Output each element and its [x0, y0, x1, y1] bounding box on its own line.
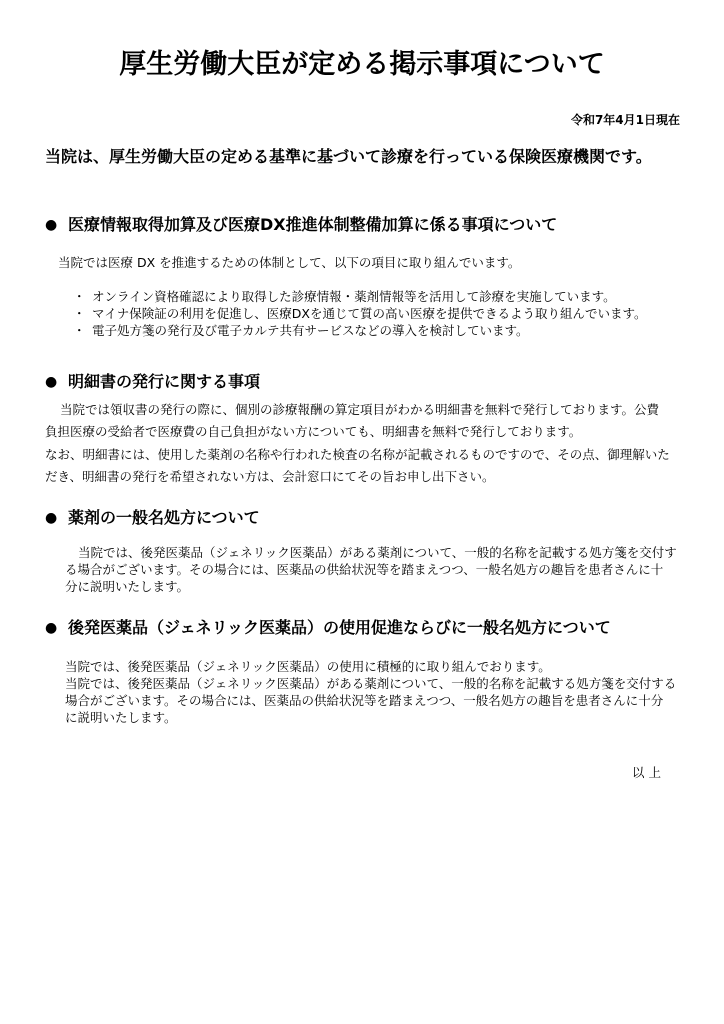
list-item	[73, 289, 616, 305]
section-heading-text: 医療情報取得加算及び医療DX推進体制整備加算に係る事項について	[68, 215, 558, 234]
list-item	[73, 323, 529, 339]
section-heading	[45, 215, 557, 235]
section-heading-text: 薬剤の一般名処方について	[68, 508, 260, 527]
list-item-text: マイナ保険証の利用を促進し、医療DXを通じて質の高い医療を提供できるよう取り組んでいます。	[92, 306, 647, 321]
section-heading-text: 明細書の発行に関する事項	[68, 372, 261, 391]
paragraph-line: 当院では領収書の発行の際に、個別の診療報酬の算定項目がわかる明細書を無料で発行しております。公費	[60, 402, 660, 417]
paragraph-line: に説明いたします。	[65, 710, 177, 725]
section-heading	[45, 372, 260, 392]
section-heading	[45, 618, 611, 638]
paragraph-line: 当院では、後発医薬品（ジェネリック医薬品）の使用に積極的に取り組んでおります。	[65, 659, 551, 674]
paragraph-line: 当院では、後発医薬品（ジェネリック医薬品）がある薬剤について、一般的名称を記載する処方箋を交付する	[65, 676, 677, 691]
paragraph-line: 当院では医療 DX を推進するための体制として、以下の項目に取り組んでいます。	[58, 255, 521, 270]
paragraph-line: 分に説明いたします。	[65, 579, 190, 594]
bullet-icon: ●	[45, 217, 58, 233]
paragraph-line: 負担医療の受給者で医療費の自己負担がない方についても、明細書を無料で発行しております。	[45, 424, 582, 439]
closing-mark: 以 上	[632, 765, 661, 780]
list-marker: ・	[73, 289, 86, 304]
bullet-icon: ●	[45, 374, 58, 390]
section-heading	[45, 508, 260, 528]
paragraph-line: なお、明細書には、使用した薬剤の名称や行われた検査の名称が記載されるものですので、その点、御理解いた	[45, 447, 670, 462]
list-item	[73, 306, 646, 322]
paragraph-line: だき、明細書の発行を希望されない方は、会計窓口にてその旨お申し出下さい。	[45, 469, 495, 484]
effective-date: 令和7年4月1日現在	[570, 113, 680, 127]
list-marker: ・	[73, 306, 86, 321]
list-item-text: 電子処方箋の発行及び電子カルテ共有サービスなどの導入を検討しています。	[92, 323, 529, 338]
bullet-icon: ●	[45, 510, 58, 526]
list-item-text: オンライン資格確認により取得した診療情報・薬剤情報等を活用して診療を実施しています。	[92, 289, 616, 304]
paragraph-line: 当院では、後発医薬品（ジェネリック医薬品）がある薬剤について、一般的名称を記載する処方箋を交付す	[78, 545, 677, 560]
page-title: 厚生労働大臣が定める掲示事項について	[119, 49, 605, 80]
bullet-icon: ●	[45, 620, 58, 636]
intro-statement: 当院は、厚生労働大臣の定める基準に基づいて診療を行っている保険医療機関です。	[45, 147, 652, 166]
section-heading-text: 後発医薬品（ジェネリック医薬品）の使用促進ならびに一般名処方について	[68, 618, 611, 637]
paragraph-line: る場合がございます。その場合には、医薬品の供給状況等を踏まえつつ、一般名処方の趣旨を患者さんに十	[65, 562, 664, 577]
paragraph-line: 場合がございます。その場合には、医薬品の供給状況等を踏まえつつ、一般名処方の趣旨を患者さんに十分	[65, 693, 664, 708]
list-marker: ・	[73, 323, 86, 338]
